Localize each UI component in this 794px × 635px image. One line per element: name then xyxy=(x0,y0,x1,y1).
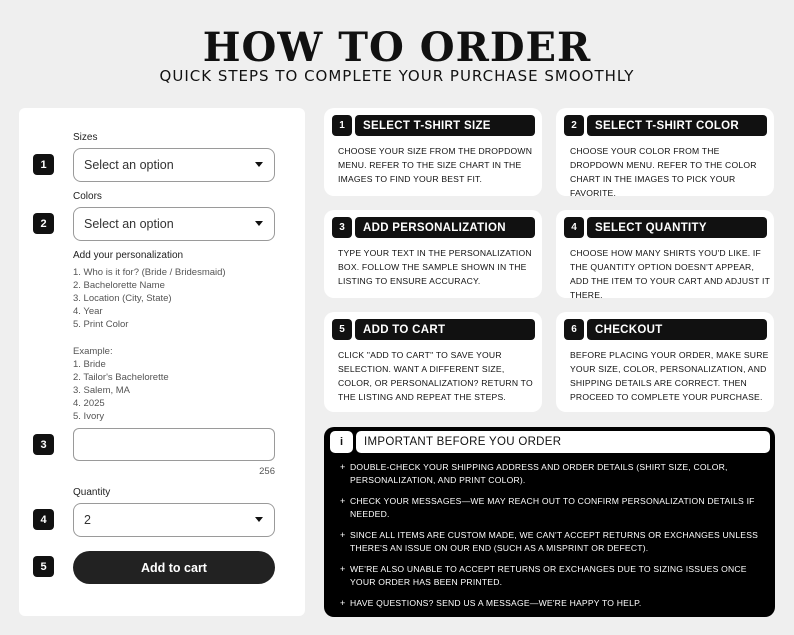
personalization-instructions xyxy=(73,266,226,331)
step-badge-5: 5 xyxy=(33,556,54,577)
step-card-6 xyxy=(556,312,774,412)
add-to-cart-button[interactable]: Add to cart xyxy=(73,551,275,584)
step-number: 5 xyxy=(332,319,352,340)
info-icon: i xyxy=(330,431,353,453)
quantity-select-value: 2 xyxy=(84,513,91,527)
step-number: 6 xyxy=(564,319,584,340)
quantity-select[interactable] xyxy=(73,503,275,537)
important-title: IMPORTANT BEFORE YOU ORDER xyxy=(356,431,770,453)
sizes-label: Sizes xyxy=(73,132,98,143)
personalization-example xyxy=(73,345,169,423)
step-body: TYPE YOUR TEXT IN THE PERSONALIZATION BOX. FOLLOW THE SAMPLE SHOWN IN THE LISTING TO ENSURE ACCURACY. xyxy=(338,248,532,286)
page-subtitle: QUICK STEPS TO COMPLETE YOUR PURCHASE SMOOTHLY xyxy=(159,67,635,85)
sizes-select-value: Select an option xyxy=(84,158,174,172)
step-badge-3: 3 xyxy=(33,434,54,455)
important-item: + CHECK YOUR MESSAGES—WE MAY REACH OUT TO CONFIRM PERSONALIZATION DETAILS IF NEEDED. xyxy=(340,495,768,521)
example-item: 2. Tailor's Bachelorette xyxy=(73,372,169,383)
sizes-select[interactable] xyxy=(73,148,275,182)
step-title: SELECT T-SHIRT COLOR xyxy=(587,115,767,136)
important-item: + SINCE ALL ITEMS ARE CUSTOM MADE, WE CAN'T ACCEPT RETURNS OR EXCHANGES UNLESS THERE'S AN ISSUE ON OUR END (SUCH AS A MISPRINT OR DEFECT). xyxy=(340,529,768,555)
important-item: + HAVE QUESTIONS? SEND US A MESSAGE—WE'RE HAPPY TO HELP. xyxy=(340,597,768,610)
chevron-down-icon xyxy=(255,517,263,522)
important-list xyxy=(340,461,768,618)
step-title: CHECKOUT xyxy=(587,319,767,340)
important-item: + WE'RE ALSO UNABLE TO ACCEPT RETURNS OR EXCHANGES DUE TO SIZING ISSUES ONCE YOUR ORDER HAS BEEN PRINTED. xyxy=(340,563,768,589)
colors-select[interactable] xyxy=(73,207,275,241)
page-title: HOW TO ORDER xyxy=(202,24,592,71)
step-body: BEFORE PLACING YOUR ORDER, MAKE SURE YOUR SIZE, COLOR, PERSONALIZATION, AND SHIPPING DETAILS ARE CORRECT. THEN PROCEED TO COMPLETE YOUR PURCHASE. xyxy=(570,350,769,402)
important-notice xyxy=(324,427,775,617)
example-label: Example: xyxy=(73,346,113,357)
step-title: ADD TO CART xyxy=(355,319,535,340)
step-badge-2: 2 xyxy=(33,213,54,234)
example-item: 5. Ivory xyxy=(73,411,105,422)
instruction-item: 2. Bachelorette Name xyxy=(73,280,165,291)
step-number: 3 xyxy=(332,217,352,238)
example-item: 3. Salem, MA xyxy=(73,385,131,396)
step-title: SELECT T-SHIRT SIZE xyxy=(355,115,535,136)
step-card-1 xyxy=(324,108,542,196)
step-card-5 xyxy=(324,312,542,412)
instruction-item: 1. Who is it for? (Bride / Bridesmaid) xyxy=(73,267,226,278)
example-item: 1. Bride xyxy=(73,359,106,370)
step-body: CHOOSE HOW MANY SHIRTS YOU'D LIKE. IF THE QUANTITY OPTION DOESN'T APPEAR, ADD THE ITEM TO YOUR CART AND ADJUST IT THERE. xyxy=(570,248,770,300)
step-number: 1 xyxy=(332,115,352,136)
step-card-2 xyxy=(556,108,774,196)
step-body: CLICK "ADD TO CART" TO SAVE YOUR SELECTION. WANT A DIFFERENT SIZE, COLOR, OR PERSONALIZATION? RETURN TO THE LISTING AND REPEAT THE STEPS. xyxy=(338,350,533,402)
char-count: 256 xyxy=(259,466,275,477)
step-title: SELECT QUANTITY xyxy=(587,217,767,238)
order-form-panel xyxy=(19,108,305,616)
step-number: 2 xyxy=(564,115,584,136)
instruction-item: 5. Print Color xyxy=(73,319,129,330)
personalization-label: Add your personalization xyxy=(73,250,184,261)
step-card-4 xyxy=(556,210,774,298)
chevron-down-icon xyxy=(255,221,263,226)
colors-select-value: Select an option xyxy=(84,217,174,231)
personalization-textarea[interactable] xyxy=(73,428,275,461)
step-number: 4 xyxy=(564,217,584,238)
step-badge-1: 1 xyxy=(33,154,54,175)
step-badge-4: 4 xyxy=(33,509,54,530)
step-body: CHOOSE YOUR COLOR FROM THE DROPDOWN MENU. REFER TO THE COLOR CHART IN THE IMAGES TO PICK YOUR FAVORITE. xyxy=(570,146,757,198)
example-item: 4. 2025 xyxy=(73,398,105,409)
colors-label: Colors xyxy=(73,191,102,202)
instruction-item: 3. Location (City, State) xyxy=(73,293,172,304)
important-item: + DOUBLE-CHECK YOUR SHIPPING ADDRESS AND ORDER DETAILS (SHIRT SIZE, COLOR, PERSONALIZATION, AND PRINT COLOR). xyxy=(340,461,768,487)
step-card-3 xyxy=(324,210,542,298)
instruction-item: 4. Year xyxy=(73,306,103,317)
step-title: ADD PERSONALIZATION xyxy=(355,217,535,238)
chevron-down-icon xyxy=(255,162,263,167)
step-body: CHOOSE YOUR SIZE FROM THE DROPDOWN MENU. REFER TO THE SIZE CHART IN THE IMAGES TO FIND YOUR BEST FIT. xyxy=(338,146,533,184)
quantity-label: Quantity xyxy=(73,487,111,498)
